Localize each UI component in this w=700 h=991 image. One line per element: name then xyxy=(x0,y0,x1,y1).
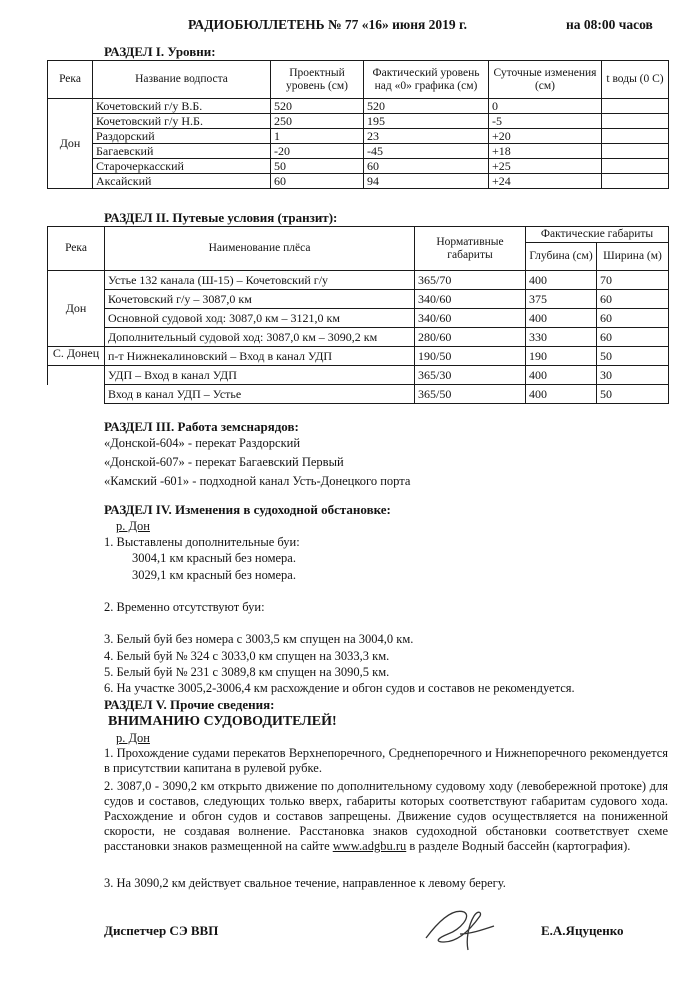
table-row xyxy=(48,159,669,174)
actual-depth: 375 xyxy=(526,290,597,309)
section5-paragraph-2-tail: в разделе Водный бассейн (картография). xyxy=(406,839,631,853)
daily-change: 0 xyxy=(489,99,602,114)
section5-river: р. Дон xyxy=(116,731,150,745)
transit-river-spacer xyxy=(48,385,105,404)
actual-depth: 400 xyxy=(526,385,597,404)
section4-item: 3. Белый буй без номера с 3003,5 км спущен на 3004,0 км. xyxy=(104,632,414,646)
station-name: Кочетовский г/у В.Б. xyxy=(93,99,271,114)
website-link[interactable]: www.adgbu.ru xyxy=(332,839,407,853)
station-name: Старочеркасский xyxy=(93,159,271,174)
actual-width: 30 xyxy=(597,366,669,385)
table-row xyxy=(48,290,669,309)
daily-change: +18 xyxy=(489,144,602,159)
actual-level: 195 xyxy=(364,114,489,129)
dredger-line: «Донской-604» - перекат Раздорский xyxy=(104,436,301,450)
table-row xyxy=(48,309,669,328)
section4-item: 4. Белый буй № 324 с 3033,0 км спущен на 3033,3 км. xyxy=(104,649,390,663)
section4-river: р. Дон xyxy=(116,519,150,533)
norm-size: 190/50 xyxy=(415,347,526,366)
section5-attention: ВНИМАНИЮ СУДОВОДИТЕЛЕЙ! xyxy=(108,714,337,729)
station-name: Раздорский xyxy=(93,129,271,144)
table-row xyxy=(48,99,669,114)
norm-size: 280/60 xyxy=(415,328,526,347)
levels-header-change: Суточные изменения (см) xyxy=(489,61,602,99)
actual-level: 520 xyxy=(364,99,489,114)
project-level: 250 xyxy=(271,114,364,129)
actual-width: 60 xyxy=(597,290,669,309)
table-row xyxy=(48,144,669,159)
dredger-line: «Донской-607» - перекат Багаевский Первый xyxy=(104,455,344,469)
stretch-name: Основной судовой ход: 3087,0 км – 3121,0 км xyxy=(105,309,415,328)
section2-title: РАЗДЕЛ II. Путевые условия (транзит): xyxy=(104,210,338,225)
transit-header-stretch: Наименование плёса xyxy=(105,227,415,271)
water-temp xyxy=(602,144,669,159)
transit-river-cell: С. Донец xyxy=(48,347,105,366)
daily-change: +24 xyxy=(489,174,602,189)
actual-width: 50 xyxy=(597,347,669,366)
levels-header-station: Название водпоста xyxy=(93,61,271,99)
table-row xyxy=(48,129,669,144)
section5-paragraph-3: 3. На 3090,2 км действует свальное течение, направленное к левому берегу. xyxy=(104,876,506,890)
daily-change: +20 xyxy=(489,129,602,144)
dispatcher-position: Диспетчер СЭ ВВП xyxy=(104,923,219,938)
bulletin-title: РАДИОБЮЛЛЕТЕНЬ № 77 «16» июня 2019 г. xyxy=(188,17,468,32)
table-row xyxy=(48,271,669,290)
levels-header-project: Проектный уровень (см) xyxy=(271,61,364,99)
section4-item: 6. На участке 3005,2-3006,4 км расхождение и обгон судов и составов не рекомендуется. xyxy=(104,681,575,695)
table-row xyxy=(48,328,669,347)
transit-header-norm: Нормативные габариты xyxy=(415,227,526,271)
transit-header-actual: Фактические габариты xyxy=(526,227,669,243)
water-temp xyxy=(602,174,669,189)
daily-change: +25 xyxy=(489,159,602,174)
dredger-line: «Камский -601» - подходной канал Усть-Донецкого порта xyxy=(104,474,411,488)
norm-size: 365/70 xyxy=(415,271,526,290)
transit-header-river: Река xyxy=(48,227,105,271)
transit-river-cell: Дон xyxy=(48,271,105,347)
actual-depth: 400 xyxy=(526,309,597,328)
section3-title: РАЗДЕЛ III. Работа земснарядов: xyxy=(104,419,299,434)
table-row xyxy=(48,174,669,189)
actual-width: 50 xyxy=(597,385,669,404)
section4-item-1-sub: 3004,1 км красный без номера. xyxy=(132,551,296,565)
project-level: -20 xyxy=(271,144,364,159)
section4-item-1: 1. Выставлены дополнительные буи: xyxy=(104,535,300,549)
levels-header-row xyxy=(48,61,669,99)
transit-header-width: Ширина (м) xyxy=(597,243,669,271)
section4-item: 5. Белый буй № 231 с 3089,8 км спущен на 3090,5 км. xyxy=(104,665,390,679)
section5-paragraph-2 xyxy=(104,779,668,854)
actual-depth: 400 xyxy=(526,271,597,290)
actual-level: -45 xyxy=(364,144,489,159)
transit-river-spacer xyxy=(48,366,105,385)
actual-width: 70 xyxy=(597,271,669,290)
stretch-name: УДП – Вход в канал УДП xyxy=(105,366,415,385)
water-temp xyxy=(602,129,669,144)
norm-size: 365/30 xyxy=(415,366,526,385)
project-level: 1 xyxy=(271,129,364,144)
norm-size: 340/60 xyxy=(415,290,526,309)
norm-size: 340/60 xyxy=(415,309,526,328)
bulletin-header xyxy=(0,17,700,37)
actual-level: 94 xyxy=(364,174,489,189)
actual-level: 23 xyxy=(364,129,489,144)
section5-paragraph-2-text: 2. 3087,0 - 3090,2 км открыто движение по дополнительному судовому ходу (левобережной протоке) для судов и составов, следующих только вверх, габариты которых соответствуют габаритам судового хода. Расхождение и обгон судов и составов запрещены. Движение судов осуществляется на пониженной скорости, не создавая волнение. Расстановка знаков судоходной обстановки соответствует схеме расстановки знаков размещенной на сайте xyxy=(104,779,668,853)
stretch-name: Дополнительный судовой ход: 3087,0 км – 3090,2 км xyxy=(105,328,415,347)
section5-paragraph-1: 1. Прохождение судами перекатов Верхнепоречного, Среднепоречного и Нижнепоречного рекомендуется в присутствии капитана в рулевой рубке. xyxy=(104,746,668,775)
daily-change: -5 xyxy=(489,114,602,129)
transit-header-depth: Глубина (см) xyxy=(526,243,597,271)
dispatcher-name: Е.А.Яцуценко xyxy=(541,923,624,938)
project-level: 60 xyxy=(271,174,364,189)
stretch-name: Вход в канал УДП – Устье xyxy=(105,385,415,404)
actual-depth: 190 xyxy=(526,347,597,366)
actual-level: 60 xyxy=(364,159,489,174)
levels-header-river: Река xyxy=(48,61,93,99)
section4-item-2: 2. Временно отсутствуют буи: xyxy=(104,600,265,614)
section5-title: РАЗДЕЛ V. Прочие сведения: xyxy=(104,697,275,712)
station-name: Аксайский xyxy=(93,174,271,189)
transit-table xyxy=(47,226,669,404)
water-temp xyxy=(602,159,669,174)
levels-header-temp: t воды (0 С) xyxy=(602,61,669,99)
stretch-name: Устье 132 канала (Ш-15) – Кочетовский г/у xyxy=(105,271,415,290)
table-row xyxy=(48,385,669,404)
station-name: Багаевский xyxy=(93,144,271,159)
water-temp xyxy=(602,99,669,114)
actual-width: 60 xyxy=(597,309,669,328)
stretch-name: п-т Нижнекалиновский – Вход в канал УДП xyxy=(105,347,415,366)
stretch-name: Кочетовский г/у – 3087,0 км xyxy=(105,290,415,309)
levels-header-actual: Фактический уровень над «0» графика (см) xyxy=(364,61,489,99)
section1-title: РАЗДЕЛ I. Уровни: xyxy=(104,44,216,59)
actual-depth: 400 xyxy=(526,366,597,385)
table-row xyxy=(48,366,669,385)
actual-width: 60 xyxy=(597,328,669,347)
levels-river-cell: Дон xyxy=(48,99,93,189)
project-level: 50 xyxy=(271,159,364,174)
section4-title: РАЗДЕЛ IV. Изменения в судоходной обстановке: xyxy=(104,502,391,517)
levels-table xyxy=(47,60,669,189)
water-temp xyxy=(602,114,669,129)
table-row xyxy=(48,347,669,366)
bulletin-time: на 08:00 часов xyxy=(566,17,653,32)
signature-icon xyxy=(420,904,500,954)
station-name: Кочетовский г/у Н.Б. xyxy=(93,114,271,129)
project-level: 520 xyxy=(271,99,364,114)
table-row xyxy=(48,114,669,129)
actual-depth: 330 xyxy=(526,328,597,347)
section4-item-1-sub: 3029,1 км красный без номера. xyxy=(132,568,296,582)
transit-header-row-1 xyxy=(48,227,669,243)
norm-size: 365/50 xyxy=(415,385,526,404)
